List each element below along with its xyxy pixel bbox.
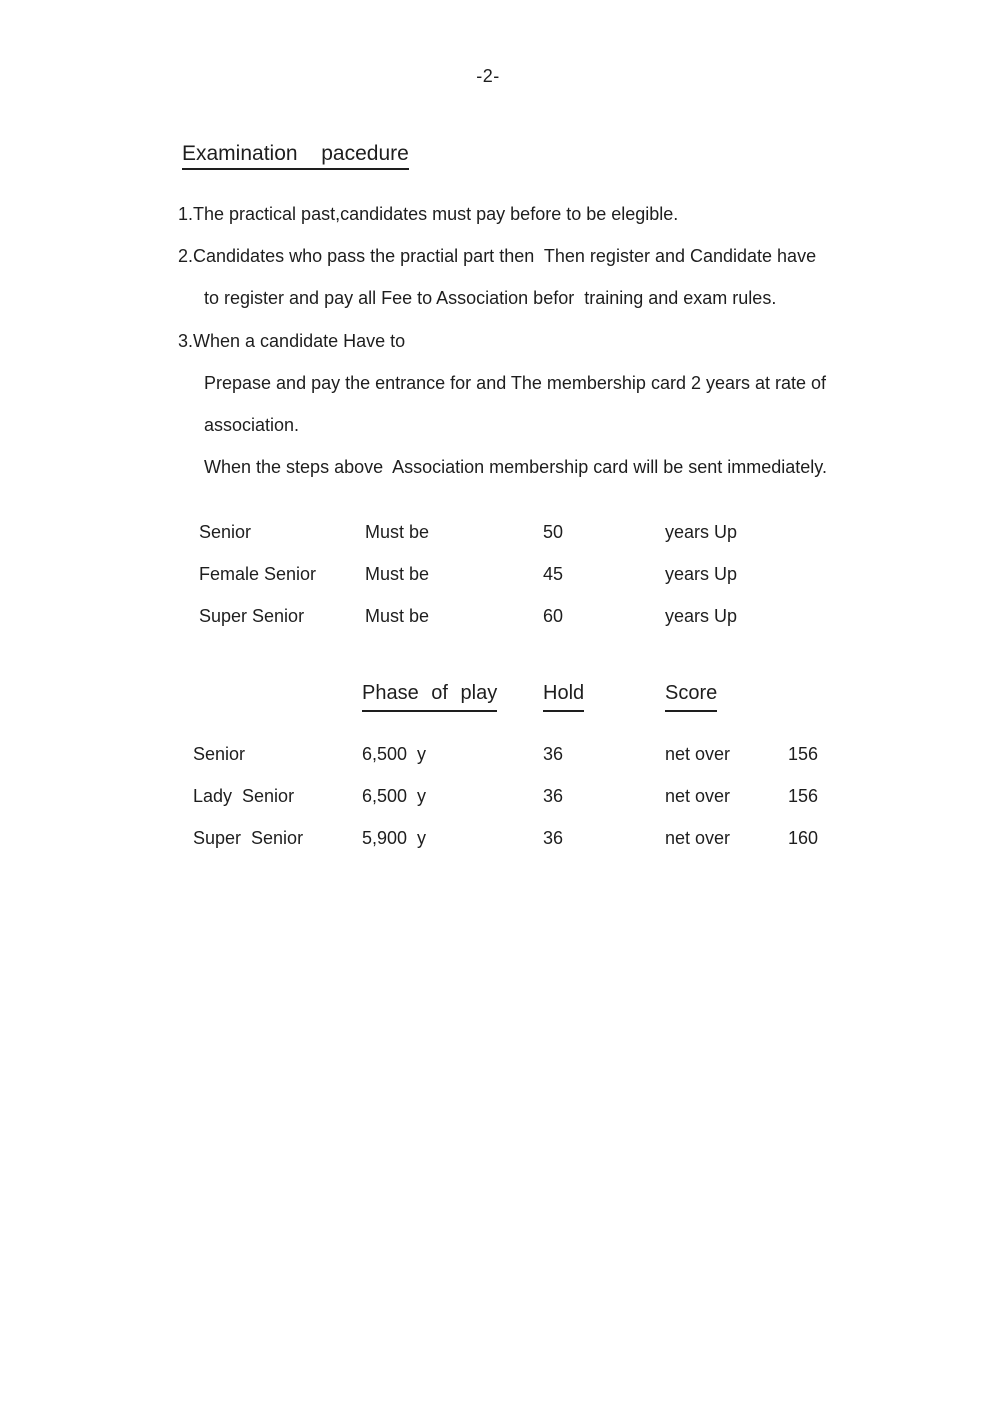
category-cell: Super Senior bbox=[193, 828, 304, 849]
score-cell: 156 bbox=[788, 786, 819, 807]
list-item-2: 2.Candidates who pass the practial part then Then register and Candidate have bbox=[178, 246, 817, 267]
play-table-header-row bbox=[193, 678, 717, 712]
phase-cell: 6,500 y bbox=[362, 744, 427, 764]
phase-cell: 5,900 y bbox=[362, 828, 427, 849]
page-title bbox=[182, 142, 409, 170]
score-header bbox=[665, 678, 717, 712]
hold-cell: 36 bbox=[543, 744, 564, 764]
condition-cell: Must be bbox=[365, 606, 430, 627]
list-item-1: 1.The practical past,candidates must pay before to be elegible. bbox=[178, 204, 679, 224]
list-item-3: 3.When a candidate Have to bbox=[178, 330, 406, 351]
hold-header-text: Hold bbox=[543, 678, 584, 712]
suffix-cell: years Up bbox=[665, 564, 738, 585]
age-cell: 60 bbox=[543, 606, 564, 627]
category-cell: Senior bbox=[193, 744, 246, 764]
empty-header-cell bbox=[193, 678, 362, 712]
suffix-cell: years Up bbox=[665, 606, 738, 627]
hold-cell: 36 bbox=[543, 828, 564, 849]
category-cell: Super Senior bbox=[199, 606, 305, 627]
hold-header bbox=[543, 678, 665, 712]
age-requirements-table bbox=[199, 511, 737, 638]
phase-cell: 6,500 y bbox=[362, 786, 427, 807]
score-cell: 156 bbox=[788, 744, 819, 764]
list-item-3-continuation: When the steps above Association membership card will be sent immediately. bbox=[204, 457, 827, 478]
list-item-2-continuation: to register and pay all Fee to Association befor training and exam rules. bbox=[204, 288, 777, 309]
phase-of-play-header-text: Phase of play bbox=[362, 678, 497, 712]
phase-of-play-header bbox=[362, 678, 543, 712]
score-cell: 160 bbox=[788, 828, 819, 849]
age-cell: 45 bbox=[543, 564, 564, 585]
list-item-3-continuation: association. bbox=[204, 414, 300, 435]
score-condition-cell: net over bbox=[665, 786, 731, 807]
play-requirements-table bbox=[193, 733, 818, 860]
list-item-3-continuation: Prepase and pay the entrance for and The membership card 2 years at rate of bbox=[204, 372, 827, 393]
score-condition-cell: net over bbox=[665, 744, 731, 764]
suffix-cell: years Up bbox=[665, 522, 738, 542]
condition-cell: Must be bbox=[365, 522, 430, 542]
category-cell: Female Senior bbox=[199, 564, 317, 585]
category-cell: Senior bbox=[199, 522, 252, 542]
procedure-list bbox=[178, 193, 958, 488]
hold-cell: 36 bbox=[543, 786, 564, 807]
page-title-text: Examination pacedure bbox=[182, 142, 409, 170]
score-condition-cell: net over bbox=[665, 828, 731, 849]
score-header-text: Score bbox=[665, 678, 717, 712]
age-cell: 50 bbox=[543, 522, 564, 542]
category-cell: Lady Senior bbox=[193, 786, 295, 807]
condition-cell: Must be bbox=[365, 564, 430, 585]
page-number: -2- bbox=[476, 66, 500, 86]
